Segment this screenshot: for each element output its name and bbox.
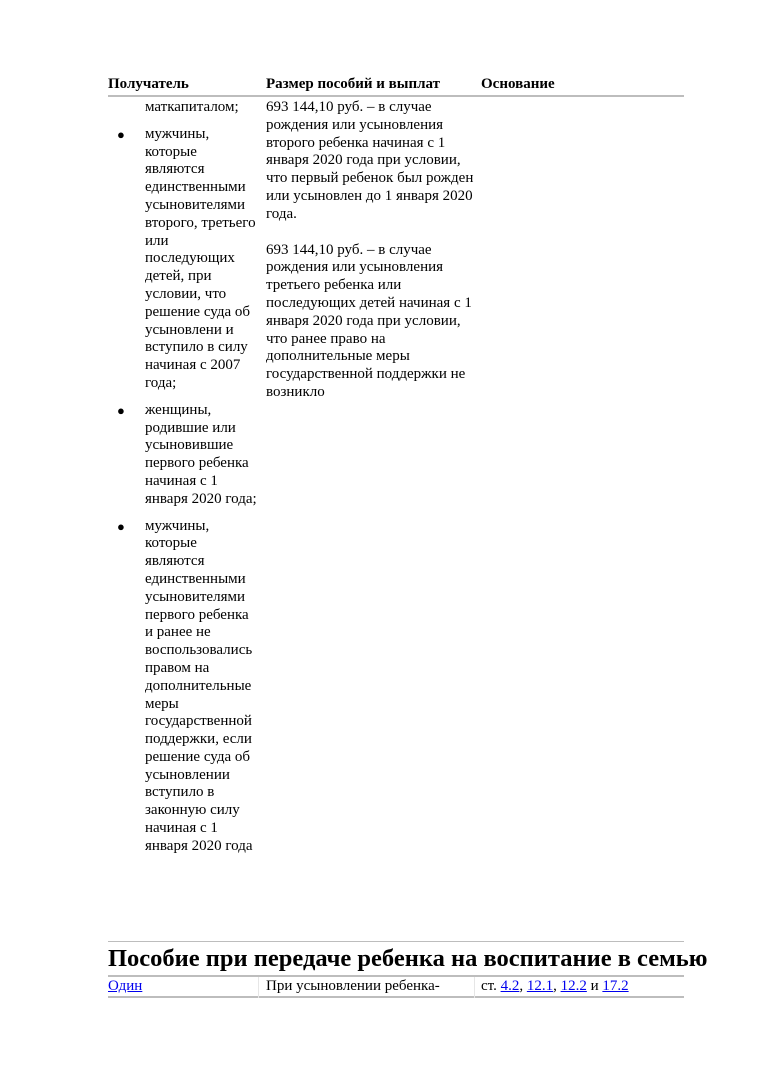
bullet-icon: ● <box>117 518 125 534</box>
list-item-text: мужчины, которые являются единственными усыновителями первого ребенка и ранее не воспользовались правом на дополнительные меры государственной поддержки, если решение суда об усыновлении вступило в законную силу начиная с 1 января 2020 года <box>145 517 253 854</box>
basis-prefix: ст. <box>481 978 497 994</box>
amount-cell <box>266 99 476 420</box>
bullet-icon: ● <box>117 402 125 418</box>
article-link-17-2[interactable]: 17.2 <box>602 978 629 994</box>
recipient-list <box>108 126 258 856</box>
list-item <box>108 126 258 393</box>
list-item <box>108 402 258 509</box>
recipient-cell <box>108 99 258 865</box>
amount-paragraph: 693 144,10 руб. – в случае рождения или усыновления третьего ребенка или последующих детей начиная с 1 января 2020 года при условии, что ранее право на дополнительные меры государственной поддержки не возникло <box>266 241 472 400</box>
table-header <box>108 76 684 97</box>
conjunction: и <box>590 978 599 994</box>
article-link-12-2[interactable]: 12.2 <box>560 978 587 994</box>
list-item <box>108 518 258 856</box>
amount-text: При усыновлении ребенка- <box>266 978 440 994</box>
column-divider <box>258 977 259 998</box>
header-recipient: Получатель <box>108 76 189 92</box>
recipient-link[interactable]: Один <box>108 978 143 994</box>
list-item-text: мужчины, которые являются единственными усыновителями второго, третьего или последующих детей, при условии, что решение суда об усыновлени и вступило в силу начиная с 2007 года; <box>145 125 256 391</box>
section-heading: Пособие при передаче ребенка на воспитание в семью <box>108 945 708 972</box>
comma: , <box>553 978 557 994</box>
divider <box>108 941 684 942</box>
header-basis: Основание <box>481 76 555 92</box>
list-item-text: женщины, родившие или усыновившие первого ребенка начиная с 1 января 2020 года; <box>145 401 257 507</box>
column-divider <box>474 977 475 998</box>
table-row <box>108 977 684 998</box>
comma: , <box>519 978 524 994</box>
bullet-icon: ● <box>117 126 125 142</box>
basis-cell <box>481 977 629 996</box>
recipient-continuation: маткапиталом; <box>145 99 239 115</box>
header-amount: Размер пособий и выплат <box>266 76 441 92</box>
amount-paragraph: 693 144,10 руб. – в случае рождения или усыновления второго ребенка начиная с 1 января 2020 года при условии, что первый ребенок был рожден или усыновлен до 1 января 2020 года. <box>266 99 474 222</box>
article-link-12-1[interactable]: 12.1 <box>526 978 554 994</box>
article-link-4-2[interactable]: 4.2 <box>500 978 520 994</box>
